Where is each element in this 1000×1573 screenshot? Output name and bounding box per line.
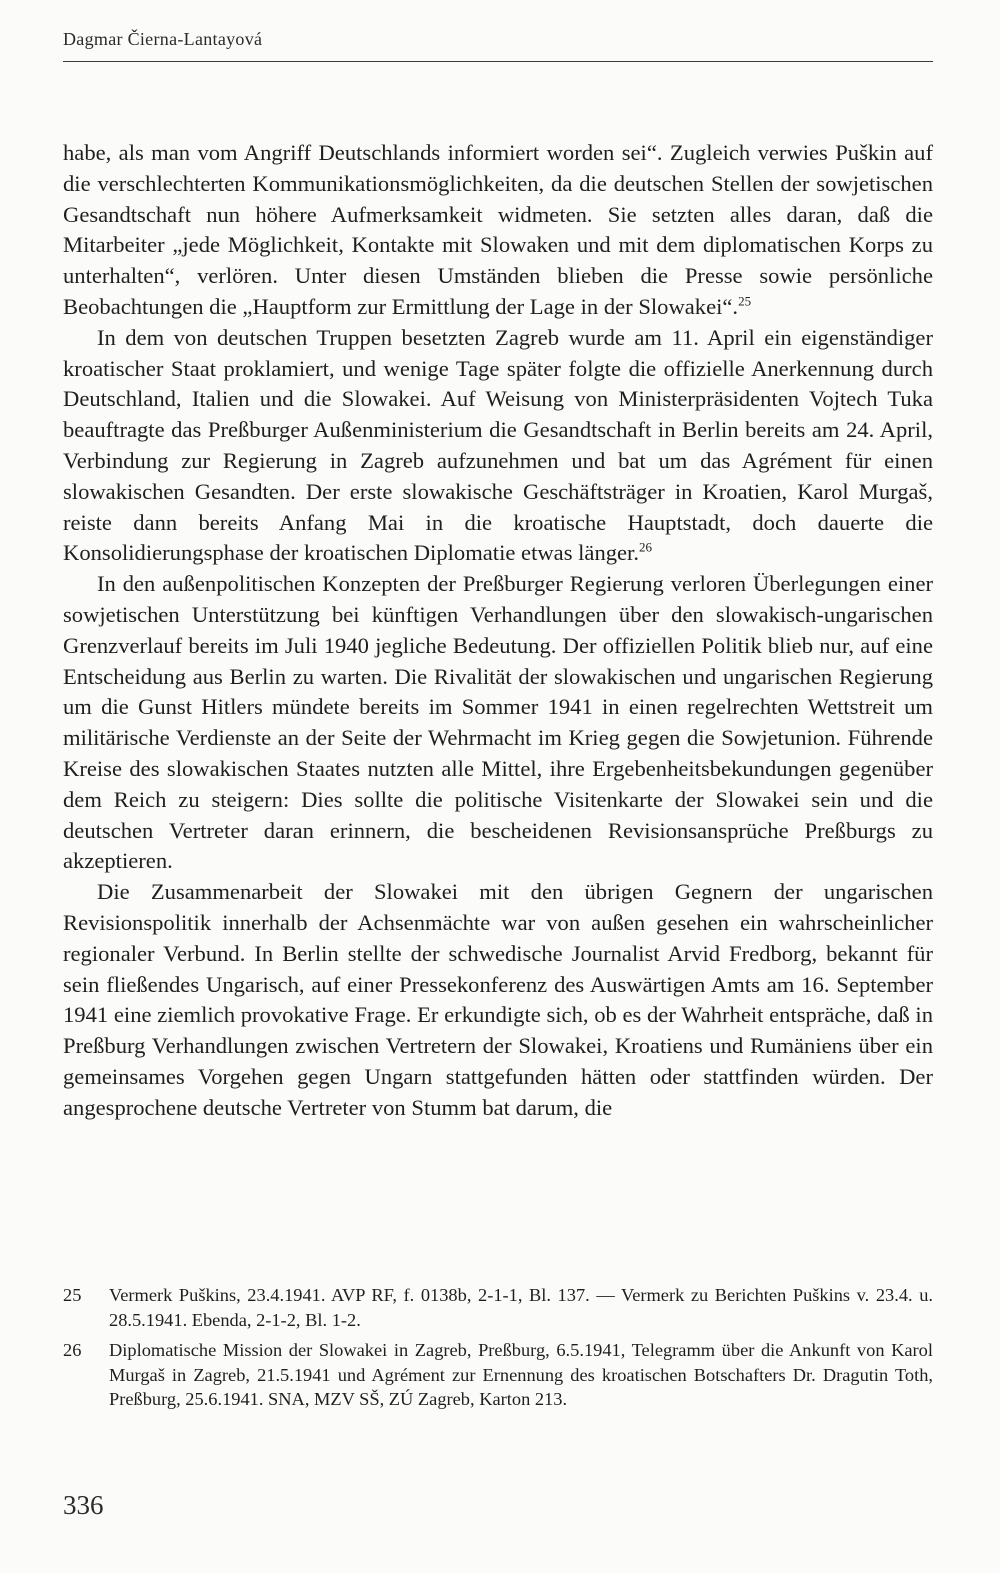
running-head-author: Dagmar Čierna-Lantayová (63, 29, 263, 49)
footnote-ref-26[interactable]: 26 (639, 539, 652, 555)
footnote-text: Vermerk Puškins, 23.4.1941. AVP RF, f. 0138b, 2-1-1, Bl. 137. — Vermerk zu Berichten Puškins v. 23.4. u. 28.5.1941. Ebenda, 2-1-2, Bl. 1-2. (109, 1285, 933, 1330)
paragraph-4: Die Zusammenarbeit der Slowakei mit den übrigen Gegnern der ungarischen Revisionspolitik innerhalb der Achsenmächte war von außen gesehen ein wahrscheinlicher regionaler Verbund. In Berlin stellte der schwedische Journalist Arvid Fredborg, bekannt für sein fließendes Ungarisch, auf einer Pressekonferenz des Auswärtigen Amts am 16. September 1941 eine ziemlich provokative Frage. Er erkundigte sich, ob es der Wahrheit entspräche, daß in Preßburg Verhandlungen zwischen Vertretern der Slowakei, Kroatiens und Rumäniens über ein gemeinsames Vorgehen gegen Ungarn stattgefunden hätten oder stattfinden würden. Der angesprochene deutsche Vertreter von Stumm bat darum, die (63, 879, 933, 1120)
header-rule (63, 61, 933, 62)
footnote-25 (63, 1283, 933, 1332)
footnotes (63, 1283, 933, 1418)
paragraph-1-text: habe, als man vom Angriff Deutschlands informiert worden sei“. Zugleich verwies Puškin auf die verschlechterten Kommunikationsmöglichkeiten, da die deutschen Stellen der sowjetischen Gesandtschaft nun höhere Aufmerksamkeit widmeten. Sie setzten alles daran, daß die Mitarbeiter „jede Möglichkeit, Kontakte mit Slowaken und mit dem diplomatischen Korps zu unterhalten“, verlören. Unter diesen Umständen blieben die Presse sowie persönliche Beobachtungen die „Hauptform zur Ermittlung der Lage in der Slowakei“. (63, 140, 933, 319)
paragraph-2-text: In dem von deutschen Truppen besetzten Zagreb wurde am 11. April ein eigenständiger kroatischer Staat proklamiert, und wenige Tage später folgte die offizielle Anerkennung durch Deutschland, Italien und die Slowakei. Auf Weisung von Ministerpräsidenten Vojtech Tuka beauftragte das Preßburger Außenministerium die Gesandtschaft in Berlin bereits am 24. April, Verbindung zur Regierung in Zagreb aufzunehmen und bat um das Agrément für einen slowakischen Gesandten. Der erste slowakische Geschäftsträger in Kroatien, Karol Murgaš, reiste dann bereits Anfang Mai in die kroatische Hauptstadt, doch dauerte die Konsolidierungsphase der kroatischen Diplomatie etwas länger. (63, 324, 933, 566)
footnote-number: 26 (63, 1340, 82, 1361)
paragraph-2 (63, 323, 933, 569)
footnote-text: Diplomatische Mission der Slowakei in Zagreb, Preßburg, 6.5.1941, Telegramm über die Ankunft von Karol Murgaš in Zagreb, 21.5.1941 und Agrément zur Ernennung des kroatischen Botschafters Dr. Dragutin Toth, Preßburg, 25.6.1941. SNA, MZV SŠ, ZÚ Zagreb, Karton 213. (109, 1340, 933, 1410)
page-number: 336 (63, 1490, 104, 1520)
footnote-ref-25[interactable]: 25 (738, 293, 752, 309)
main-text (63, 138, 933, 1124)
paragraph-3: In den außenpolitischen Konzepten der Preßburger Regierung verloren Überlegungen einer sowjetischen Unterstützung bei künftigen Verhandlungen über den slowakisch-ungarischen Grenzverlauf bereits im Juli 1940 jegliche Bedeutung. Der offiziellen Politik blieb nur, auf eine Entscheidung aus Berlin zu warten. Die Rivalität der slowakischen und ungarischen Regierung um die Gunst Hitlers mündete bereits im Sommer 1941 in einen regelrechten Wettstreit um militärische Verdienste an der Seite der Wehrmacht im Krieg gegen die Sowjetunion. Führende Kreise des slowakischen Staates nutzten alle Mittel, ihre Ergebenheitsbekundungen gegenüber dem Reich zu steigern: Dies sollte die politische Visitenkarte der Slowakei sein und die deutschen Vertreter daran erinnern, die bescheidenen Revisionsansprüche Preßburgs zu akzeptieren. (63, 571, 933, 874)
footnote-number: 25 (63, 1285, 82, 1305)
paragraph-1 (63, 138, 933, 323)
footnote-26 (63, 1338, 933, 1412)
